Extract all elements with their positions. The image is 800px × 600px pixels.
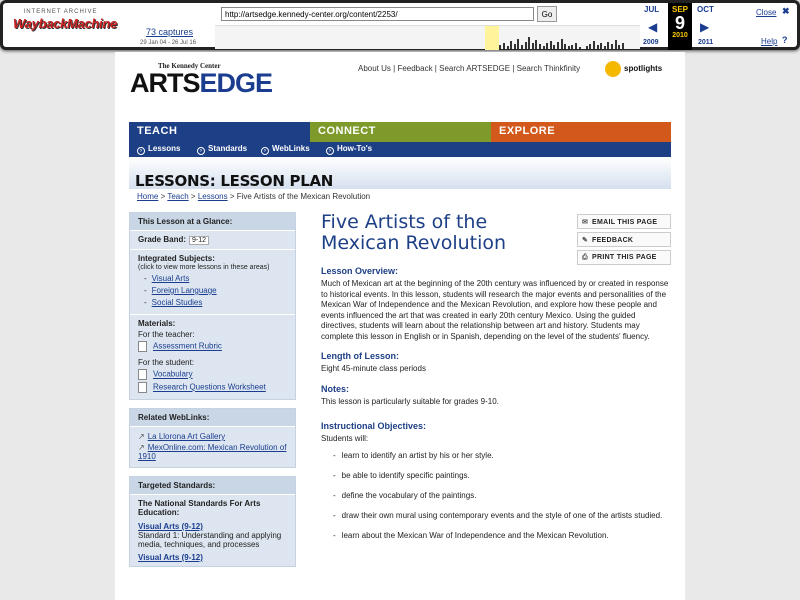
subjects-note: (click to view more lessons in these areas): [138, 264, 270, 271]
document-icon: [138, 341, 147, 352]
length-heading: Length of Lesson:: [321, 351, 399, 361]
search-artsedge-link[interactable]: Search ARTSEDGE: [439, 64, 511, 73]
capture-bar: [615, 40, 617, 49]
capture-bar: [499, 45, 501, 49]
lesson-title: Five Artists of the Mexican Revolution: [321, 211, 507, 254]
subject-foreign-language-link[interactable]: Foreign Language: [151, 286, 217, 295]
capture-bar: [528, 37, 530, 49]
next-month-link[interactable]: OCT: [697, 5, 714, 14]
grade-band-section: [130, 231, 295, 250]
pencil-icon: ✎: [582, 237, 589, 244]
weblink-llorona[interactable]: La Llorona Art Gallery: [147, 432, 226, 441]
subnav-howtos-label: How-To's: [337, 144, 373, 153]
capture-bar: [604, 46, 606, 49]
standards-section: [130, 495, 295, 566]
capture-bar: [507, 46, 509, 49]
grade-band-label: Grade Band:: [138, 235, 187, 244]
arrow-circle-icon: ›: [261, 147, 269, 155]
spotlights-link[interactable]: [605, 61, 662, 77]
capture-sparkline[interactable]: [215, 25, 640, 49]
standard-visual-arts-link-2[interactable]: Visual Arts (9-12): [138, 553, 203, 562]
breadcrumb-current: Five Artists of the Mexican Revolution: [236, 192, 371, 201]
capture-bar: [618, 45, 620, 49]
envelope-icon: ✉: [582, 219, 589, 226]
close-link[interactable]: Close: [756, 8, 777, 17]
sub-nav: [129, 142, 671, 157]
overview-heading: Lesson Overview:: [321, 266, 399, 276]
subnav-weblinks[interactable]: [261, 144, 310, 155]
capture-bar: [517, 39, 519, 49]
brand-part-a: ARTS: [130, 68, 200, 98]
list-item: - define the vocabulary of the paintings.: [341, 491, 671, 501]
breadcrumb: Home > Teach > Lessons > Five Artists of the Mexican Revolution: [137, 192, 371, 201]
capture-bar: [589, 44, 591, 49]
subnav-weblinks-label: WebLinks: [272, 144, 310, 153]
capture-bar: [550, 41, 552, 49]
arrow-circle-icon: ›: [137, 147, 145, 155]
capture-bar: [579, 47, 581, 49]
weblinks-box: [129, 408, 296, 468]
prev-year-link[interactable]: 2009: [643, 39, 659, 46]
standard-visual-arts-link-1[interactable]: Visual Arts (9-12): [138, 522, 203, 531]
about-us-link[interactable]: About Us: [358, 64, 391, 73]
capture-bar: [571, 45, 573, 49]
research-worksheet-link[interactable]: Research Questions Worksheet: [153, 382, 266, 392]
capture-bar: [503, 43, 505, 49]
breadcrumb-lessons[interactable]: Lessons: [197, 192, 228, 201]
capture-bar: [564, 44, 566, 49]
artsedge-wordmark: [130, 70, 272, 96]
print-page-label: PRINT THIS PAGE: [592, 254, 657, 261]
capture-bar: [600, 43, 602, 49]
captures-link[interactable]: 73 captures: [146, 27, 194, 37]
artsedge-logo[interactable]: [130, 62, 272, 96]
current-day: 9: [674, 13, 685, 33]
capture-bar: [593, 41, 595, 49]
next-year-link[interactable]: 2011: [698, 39, 714, 46]
wayback-machine-logo-text: WaybackMachine: [13, 16, 117, 31]
objectives-heading: Instructional Objectives:: [321, 421, 427, 431]
notes-text: This lesson is particularly suitable for grades 9-10.: [321, 396, 499, 406]
spotlights-label: spotlights: [624, 64, 663, 74]
glance-box: [129, 212, 296, 400]
standard-1-text: Standard 1: Understanding and applying media, techniques, and processes: [138, 531, 282, 549]
capture-bar: [561, 39, 563, 49]
assessment-rubric-link[interactable]: Assessment Rubric: [153, 341, 222, 351]
arrow-circle-icon: ›: [326, 147, 334, 155]
current-month: SEP: [671, 5, 688, 14]
wayback-toolbar: [0, 0, 800, 50]
capture-bar: [525, 42, 527, 49]
capture-bar: [568, 46, 570, 49]
arrow-circle-icon: ›: [197, 147, 205, 155]
subnav-standards-label: Standards: [208, 144, 248, 153]
kennedy-center-label: The Kennedy Center: [158, 62, 221, 70]
teacher-label: For the teacher:: [138, 330, 195, 339]
materials-section: [130, 315, 295, 399]
document-icon: [138, 382, 147, 393]
current-capture: [668, 3, 692, 50]
list-item: - be able to identify specific paintings.: [341, 471, 671, 481]
breadcrumb-teach[interactable]: Teach: [167, 192, 189, 201]
list-item: - learn to identify an artist by his or her style.: [341, 451, 671, 461]
help-icon[interactable]: ?: [782, 35, 788, 45]
tab-explore[interactable]: EXPLORE: [491, 122, 671, 142]
page-title: LESSONS: LESSON PLAN: [135, 172, 334, 190]
internet-archive-label: INTERNET ARCHIVE: [23, 9, 98, 15]
capture-bar: [553, 45, 555, 49]
page-container: [115, 52, 685, 600]
subject-social-studies-link[interactable]: Social Studies: [151, 298, 203, 307]
capture-bar: [607, 42, 609, 49]
search-thinkfinity-link[interactable]: Search Thinkfinity: [516, 64, 581, 73]
subnav-lessons[interactable]: [137, 144, 180, 155]
capture-bar: [622, 43, 624, 49]
next-arrow-icon[interactable]: ▶: [700, 20, 710, 34]
external-link-icon: ↗: [138, 432, 145, 441]
lesson-header-band: [129, 157, 671, 189]
notes-heading: Notes:: [321, 383, 350, 394]
help-link[interactable]: Help: [761, 37, 778, 46]
main-nav: [129, 122, 671, 142]
capture-bar: [557, 42, 559, 49]
list-item: - draw their own mural using contemporary events and the style of one of the artists studied.: [341, 511, 671, 521]
capture-bar: [521, 45, 523, 49]
capture-bar: [546, 43, 548, 49]
prev-month-link[interactable]: JUL: [644, 5, 660, 14]
current-year: 2010: [672, 32, 688, 39]
length-text: Eight 45-minute class periods: [321, 364, 426, 373]
standards-title: Targeted Standards:: [130, 477, 295, 495]
subjects-title: Integrated Subjects:: [138, 254, 215, 263]
vocabulary-link[interactable]: Vocabulary: [153, 369, 193, 379]
printer-icon: ⎙: [582, 254, 588, 261]
sidebar: [129, 212, 296, 575]
objectives-intro: Students will:: [321, 434, 369, 443]
capture-bar: [532, 43, 534, 49]
standards-box: [129, 476, 296, 567]
document-icon: [138, 369, 147, 380]
glance-title: This Lesson at a Glance:: [130, 213, 295, 231]
objectives-list: [321, 451, 671, 541]
grade-band-value: 9-12: [189, 236, 209, 245]
external-link-icon: ↗: [138, 443, 145, 452]
breadcrumb-home[interactable]: Home: [137, 192, 159, 201]
tab-teach[interactable]: TEACH: [129, 122, 310, 142]
capture-bar: [543, 46, 545, 49]
weblinks-title: Related WebLinks:: [130, 409, 295, 427]
email-page-label: EMAIL THIS PAGE: [592, 219, 658, 226]
prev-arrow-icon[interactable]: ◀: [648, 20, 658, 34]
capture-bar: [586, 46, 588, 49]
subnav-standards[interactable]: [197, 144, 247, 155]
current-year-highlight: [485, 26, 499, 50]
subjects-section: [130, 250, 295, 315]
capture-bar: [514, 44, 516, 49]
subject-visual-arts-link[interactable]: Visual Arts: [151, 274, 190, 283]
brand-part-b: EDGE: [199, 68, 273, 98]
student-label: For the student:: [138, 358, 195, 367]
weblink-mexonline[interactable]: MexOnline.com: Mexican Revolution of 1910: [138, 443, 287, 461]
standards-sub: The National Standards For Arts Education:: [138, 499, 261, 517]
go-button[interactable]: Go: [537, 6, 557, 22]
capture-bar: [539, 44, 541, 49]
feedback-link[interactable]: Feedback: [397, 64, 433, 73]
list-item: - learn about the Mexican War of Independence and the Mexican Revolution.: [341, 531, 671, 541]
close-icon[interactable]: ✖: [782, 6, 790, 16]
capture-bar: [510, 41, 512, 49]
feedback-label: FEEDBACK: [592, 237, 634, 244]
subnav-lessons-label: Lessons: [148, 144, 181, 153]
tab-connect[interactable]: CONNECT: [310, 122, 491, 142]
wayback-logo[interactable]: [13, 9, 117, 43]
subnav-howtos[interactable]: [326, 144, 372, 155]
overview-text: Much of Mexican art at the beginning of the 20th century was influenced by or created in response to historical events. In this lesson, students will research the major events and personalities of the Mexican War of Independence and the Mexican Revolution, and explore how these people and events influenced the art that was created in early 20th century Mexico. Using the guided directives, students will learn about the relationship between art and history. Students may complete this lesson in English or in Spanish, depending on the level of the students' fluency.: [321, 279, 669, 341]
capture-bar: [597, 45, 599, 49]
spotlight-icon: [605, 61, 621, 77]
top-links: About Us | Feedback | Search ARTSEDGE | Search Thinkfinity: [358, 64, 581, 73]
weblinks-section: [130, 427, 295, 467]
capture-bar: [611, 44, 613, 49]
materials-title: Materials:: [138, 319, 176, 328]
main-content: [321, 212, 671, 551]
capture-bar: [535, 40, 537, 49]
capture-bar: [575, 43, 577, 49]
capture-date-range: 29 Jan 04 - 26 Jul 16: [140, 40, 197, 46]
wayback-url-input[interactable]: [221, 7, 534, 21]
